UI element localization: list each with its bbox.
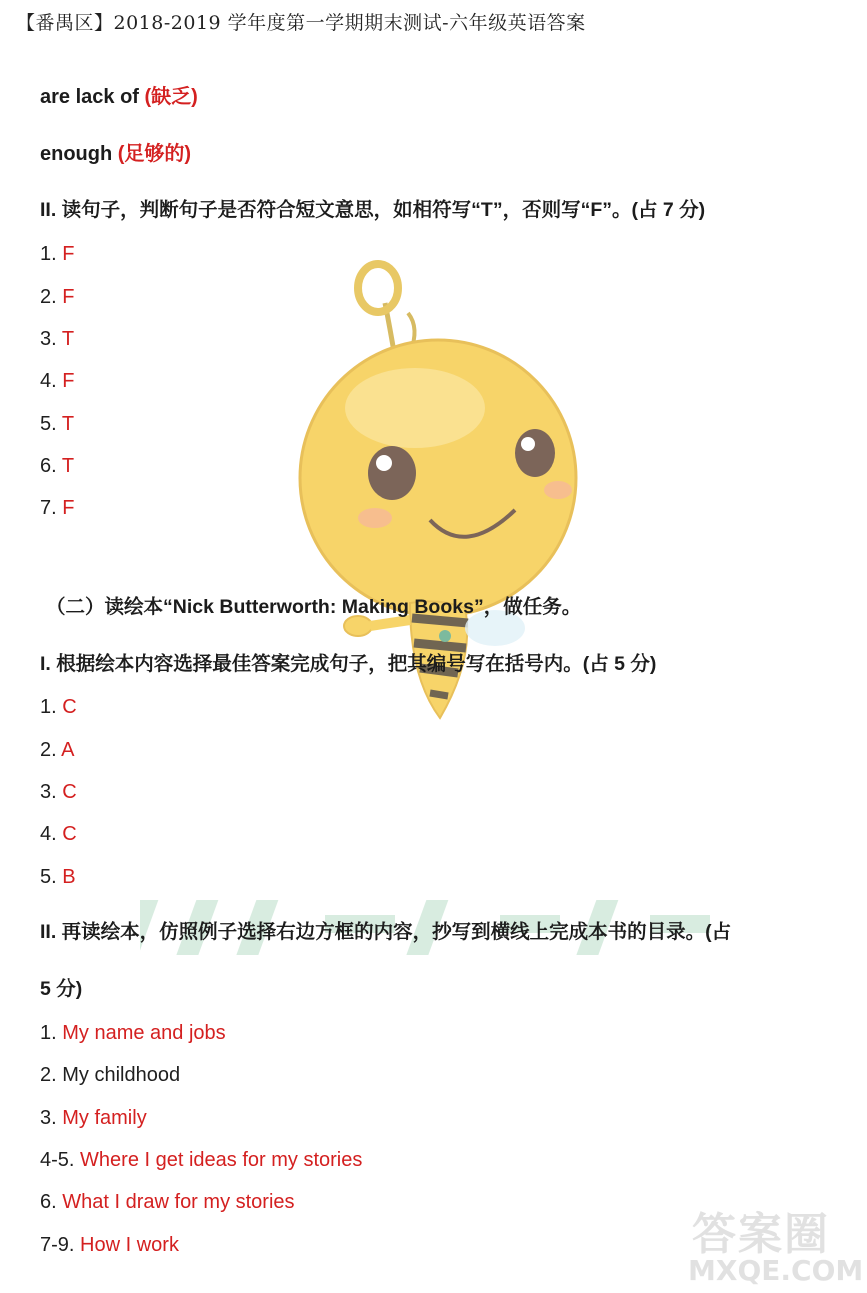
list-item	[40, 1149, 362, 1172]
section-heading-continued: 5 分)	[40, 978, 83, 1000]
item-answer: T	[61, 328, 75, 350]
list-item	[40, 1191, 295, 1214]
list-item	[40, 1234, 179, 1257]
item-number: 1.	[40, 696, 63, 718]
item-answer: C	[62, 696, 77, 718]
item-answer: A	[61, 739, 75, 761]
item-answer: C	[62, 781, 77, 803]
part-two-heading: （二）读绘本“Nick Butterworth: Making Books”，做任务。	[46, 596, 582, 618]
list-item	[40, 1107, 147, 1130]
item-answer: How I work	[80, 1234, 179, 1256]
item-number: 4.	[40, 370, 63, 392]
item-given-text: My childhood	[62, 1064, 181, 1086]
item-number: 4.	[40, 823, 63, 845]
vocab-en: are lack of	[40, 86, 145, 108]
item-number: 2.	[40, 739, 62, 761]
list-item	[40, 455, 74, 478]
vocab-line-2	[40, 137, 191, 166]
watermark-site: MXQE.COM	[688, 1254, 864, 1287]
list-item	[40, 696, 77, 719]
list-item	[40, 243, 74, 266]
list-item	[40, 1064, 180, 1087]
watermark-cn: 答案圈	[692, 1209, 830, 1260]
item-answer: C	[62, 823, 77, 845]
item-answer: F	[62, 497, 75, 519]
vocab-cn: (足够的)	[117, 143, 192, 165]
list-item	[40, 1022, 226, 1045]
list-item	[40, 497, 74, 520]
item-number: 3.	[40, 781, 63, 803]
item-number: 3.	[40, 1107, 63, 1129]
page-header: 【番禺区】2018-2019 学年度第一学期期末测试-六年级英语答案	[16, 12, 586, 34]
list-item	[40, 328, 74, 351]
section-heading: II. 读句子，判断句子是否符合短文意思，如相符写“T”，否则写“F”。(占 7 分)	[40, 199, 706, 221]
item-number: 2.	[40, 286, 63, 308]
list-item	[40, 739, 74, 762]
item-answer: F	[62, 286, 75, 308]
item-number: 2.	[40, 1064, 63, 1086]
item-answer: My family	[62, 1107, 147, 1129]
item-answer: My name and jobs	[62, 1022, 226, 1044]
vocab-en: enough	[40, 143, 118, 165]
item-number: 6.	[40, 455, 62, 477]
list-item	[40, 823, 77, 846]
item-answer: T	[61, 413, 75, 435]
item-number: 6.	[40, 1191, 63, 1213]
item-answer: B	[62, 866, 76, 888]
item-number: 7.	[40, 497, 63, 519]
item-answer: What I draw for my stories	[62, 1191, 295, 1213]
list-item	[40, 413, 74, 436]
item-number: 5.	[40, 866, 63, 888]
vocab-line-1	[40, 80, 198, 109]
site-watermark-logo	[686, 1198, 864, 1290]
item-number: 1.	[40, 243, 63, 265]
item-number: 5.	[40, 413, 62, 435]
item-answer: F	[62, 370, 75, 392]
item-answer: Where I get ideas for my stories	[80, 1149, 363, 1171]
section-heading: II. 再读绘本，仿照例子选择右边方框的内容，抄写到横线上完成本书的目录。(占	[40, 921, 732, 943]
item-answer: T	[61, 455, 75, 477]
vocab-cn: (缺乏)	[144, 86, 198, 108]
item-answer: F	[62, 243, 75, 265]
item-number: 3.	[40, 328, 62, 350]
item-number: 4-5.	[40, 1149, 81, 1171]
list-item	[40, 781, 77, 804]
list-item	[40, 866, 76, 889]
item-number: 1.	[40, 1022, 63, 1044]
section-heading: I. 根据绘本内容选择最佳答案完成句子，把其编号写在括号内。(占 5 分)	[40, 653, 657, 675]
list-item	[40, 370, 74, 393]
list-item	[40, 286, 74, 309]
item-number: 7-9.	[40, 1234, 81, 1256]
